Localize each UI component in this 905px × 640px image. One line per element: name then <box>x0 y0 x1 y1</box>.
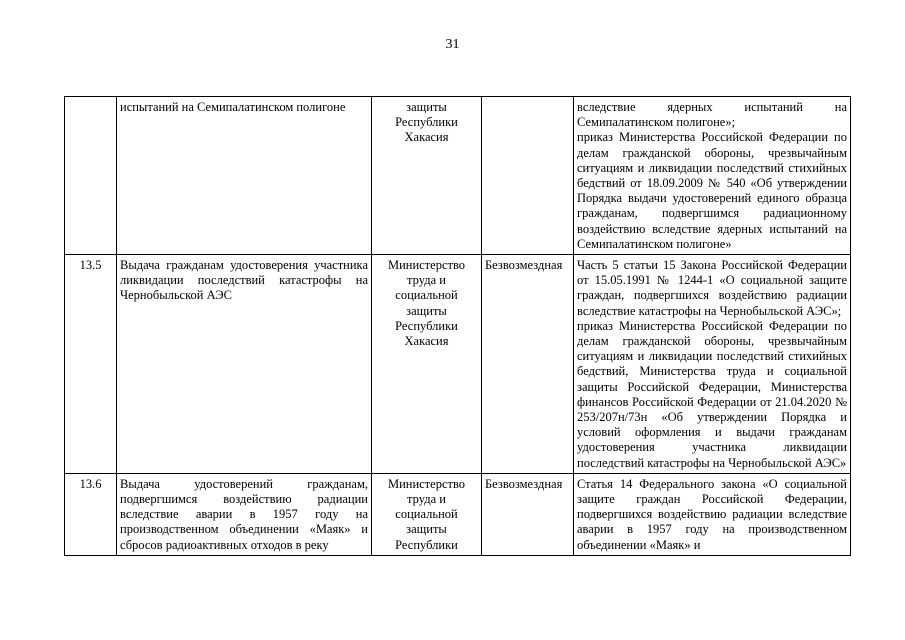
services-table <box>64 96 851 556</box>
table-row <box>65 255 851 474</box>
fee-type: Безвозмездная <box>482 473 574 555</box>
responsible-body: защиты Республики Хакасия <box>372 97 482 255</box>
table-row <box>65 473 851 555</box>
legal-basis-paragraph: приказ Министерства Российской Федерации по делам гражданской обороны, чрезвычайным ситуациям и ликвидации последствий стихийных бедствий, Министерства труда и социальной защиты Российской Федерации, Министерства финансов Российской Федерации от 21.04.2020 № 253/207н/73н «Об утверждении Порядка и условий оформления и выдачи гражданам удостоверения участника ликвидации последствий катастрофы на Чернобыльской АЭС» <box>577 318 847 470</box>
row-number: 13.6 <box>65 473 117 555</box>
service-name: испытаний на Семипалатинском полигоне <box>117 97 372 255</box>
row-number <box>65 97 117 255</box>
table-row <box>65 97 851 255</box>
legal-basis-paragraph: приказ Министерства Российской Федерации по делам гражданской обороны, чрезвычайным ситуациям и ликвидации последствий стихийных бедствий от 18.09.2009 № 540 «Об утверждении Порядка выдачи удостоверений единого образца гражданам, подвергшимся радиационному воздействию вследствие ядерных испытаний на Семипалатинском полигоне» <box>577 130 847 251</box>
fee-type <box>482 97 574 255</box>
fee-type: Безвозмездная <box>482 255 574 474</box>
responsible-body: Министерство труда и социальной защиты Республики <box>372 473 482 555</box>
legal-basis <box>574 473 851 555</box>
legal-basis <box>574 255 851 474</box>
row-number: 13.5 <box>65 255 117 474</box>
legal-basis-paragraph: вследствие ядерных испытаний на Семипалатинском полигоне»; <box>577 100 847 130</box>
responsible-body: Министерство труда и социальной защиты Республики Хакасия <box>372 255 482 474</box>
legal-basis <box>574 97 851 255</box>
legal-basis-paragraph: Часть 5 статьи 15 Закона Российской Федерации от 15.05.1991 № 1244-1 «О социальной защите граждан, подвергшихся воздействию радиации вследствие катастрофы на Чернобыльской АЭС»; <box>577 258 847 318</box>
legal-basis-paragraph: Статья 14 Федерального закона «О социальной защите граждан Российской Федерации, подвергшихся воздействию радиации вследствие аварии в 1957 году на производственном объединении «Маяк» и <box>577 476 847 552</box>
service-name: Выдача гражданам удостоверения участника ликвидации последствий катастрофы на Чернобыльской АЭС <box>117 255 372 474</box>
service-name: Выдача удостоверений гражданам, подвергшимся воздействию радиации вследствие аварии в 1957 году на производственном объединении «Маяк» и сбросов радиоактивных отходов в реку <box>117 473 372 555</box>
page-number: 31 <box>445 37 460 52</box>
